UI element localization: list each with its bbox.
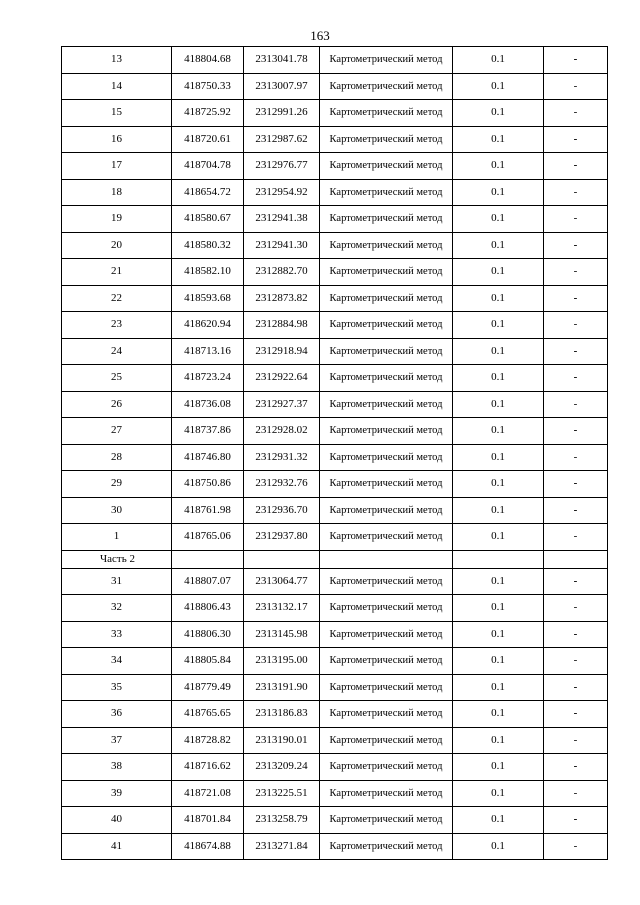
x-coordinate-cell: 418654.72	[172, 179, 244, 206]
method-cell: Картометрический метод	[320, 568, 453, 595]
point-number-cell: 32	[62, 595, 172, 622]
point-number-cell: 27	[62, 418, 172, 445]
note-cell: -	[544, 780, 608, 807]
method-cell: Картометрический метод	[320, 285, 453, 312]
note-cell: -	[544, 524, 608, 551]
part-2-row	[62, 550, 608, 568]
table-row	[62, 727, 608, 754]
accuracy-cell: 0.1	[453, 780, 544, 807]
note-cell: -	[544, 179, 608, 206]
y-coordinate-cell: 2312991.26	[244, 100, 320, 127]
y-coordinate-cell: 2312987.62	[244, 126, 320, 153]
x-coordinate-cell: 418779.49	[172, 674, 244, 701]
method-cell: Картометрический метод	[320, 206, 453, 233]
table-row	[62, 471, 608, 498]
note-cell: -	[544, 73, 608, 100]
y-coordinate-cell: 2313271.84	[244, 833, 320, 860]
part-2-label: Часть 2	[62, 550, 172, 568]
y-coordinate-cell: 2312928.02	[244, 418, 320, 445]
point-number-cell: 40	[62, 807, 172, 834]
point-number-cell: 34	[62, 648, 172, 675]
table-row	[62, 100, 608, 127]
point-number-cell: 17	[62, 153, 172, 180]
note-cell: -	[544, 727, 608, 754]
accuracy-cell: 0.1	[453, 338, 544, 365]
x-coordinate-cell: 418593.68	[172, 285, 244, 312]
point-number-cell: 19	[62, 206, 172, 233]
note-cell: -	[544, 365, 608, 392]
x-coordinate-cell: 418806.30	[172, 621, 244, 648]
y-coordinate-cell: 2312937.80	[244, 524, 320, 551]
accuracy-cell: 0.1	[453, 471, 544, 498]
point-number-cell: 15	[62, 100, 172, 127]
table-row	[62, 391, 608, 418]
accuracy-cell: 0.1	[453, 621, 544, 648]
x-coordinate-cell: 418750.33	[172, 73, 244, 100]
x-coordinate-cell: 418806.43	[172, 595, 244, 622]
note-cell: -	[544, 754, 608, 781]
method-cell: Картометрический метод	[320, 595, 453, 622]
note-cell: -	[544, 126, 608, 153]
accuracy-cell: 0.1	[453, 754, 544, 781]
y-coordinate-cell: 2313190.01	[244, 727, 320, 754]
note-cell: -	[544, 674, 608, 701]
table-row	[62, 259, 608, 286]
table-row	[62, 73, 608, 100]
y-coordinate-cell: 2313064.77	[244, 568, 320, 595]
accuracy-cell: 0.1	[453, 833, 544, 860]
point-number-cell: 13	[62, 47, 172, 74]
note-cell: -	[544, 391, 608, 418]
table-row	[62, 568, 608, 595]
table-row	[62, 285, 608, 312]
note-cell: -	[544, 621, 608, 648]
method-cell: Картометрический метод	[320, 674, 453, 701]
x-coordinate-cell: 418720.61	[172, 126, 244, 153]
y-coordinate-cell: 2313145.98	[244, 621, 320, 648]
coordinates-table-part-1	[62, 47, 608, 551]
point-number-cell: 33	[62, 621, 172, 648]
y-coordinate-cell: 2312936.70	[244, 497, 320, 524]
method-cell: Картометрический метод	[320, 47, 453, 74]
x-coordinate-cell: 418582.10	[172, 259, 244, 286]
accuracy-cell: 0.1	[453, 73, 544, 100]
table-row	[62, 595, 608, 622]
point-number-cell: 26	[62, 391, 172, 418]
point-number-cell: 20	[62, 232, 172, 259]
accuracy-cell: 0.1	[453, 206, 544, 233]
x-coordinate-cell: 418701.84	[172, 807, 244, 834]
accuracy-cell: 0.1	[453, 418, 544, 445]
x-coordinate-cell: 418807.07	[172, 568, 244, 595]
point-number-cell: 21	[62, 259, 172, 286]
page-number: 163	[310, 28, 330, 43]
x-coordinate-cell: 418728.82	[172, 727, 244, 754]
x-coordinate-cell: 418721.08	[172, 780, 244, 807]
x-coordinate-cell: 418620.94	[172, 312, 244, 339]
method-cell: Картометрический метод	[320, 524, 453, 551]
empty-cell	[320, 550, 453, 568]
table-row	[62, 701, 608, 728]
table-row	[62, 232, 608, 259]
table-row	[62, 47, 608, 74]
table-row	[62, 444, 608, 471]
note-cell: -	[544, 206, 608, 233]
x-coordinate-cell: 418750.86	[172, 471, 244, 498]
note-cell: -	[544, 312, 608, 339]
note-cell: -	[544, 259, 608, 286]
method-cell: Картометрический метод	[320, 807, 453, 834]
method-cell: Картометрический метод	[320, 621, 453, 648]
point-number-cell: 38	[62, 754, 172, 781]
x-coordinate-cell: 418765.06	[172, 524, 244, 551]
accuracy-cell: 0.1	[453, 285, 544, 312]
point-number-cell: 23	[62, 312, 172, 339]
x-coordinate-cell: 418805.84	[172, 648, 244, 675]
point-number-cell: 29	[62, 471, 172, 498]
point-number-cell: 16	[62, 126, 172, 153]
method-cell: Картометрический метод	[320, 833, 453, 860]
accuracy-cell: 0.1	[453, 727, 544, 754]
y-coordinate-cell: 2312954.92	[244, 179, 320, 206]
y-coordinate-cell: 2312882.70	[244, 259, 320, 286]
accuracy-cell: 0.1	[453, 312, 544, 339]
table-row	[62, 648, 608, 675]
method-cell: Картометрический метод	[320, 259, 453, 286]
table-row	[62, 418, 608, 445]
point-number-cell: 1	[62, 524, 172, 551]
accuracy-cell: 0.1	[453, 701, 544, 728]
table-row	[62, 153, 608, 180]
point-number-cell: 22	[62, 285, 172, 312]
y-coordinate-cell: 2313195.00	[244, 648, 320, 675]
point-number-cell: 18	[62, 179, 172, 206]
method-cell: Картометрический метод	[320, 338, 453, 365]
method-cell: Картометрический метод	[320, 391, 453, 418]
note-cell: -	[544, 47, 608, 74]
accuracy-cell: 0.1	[453, 153, 544, 180]
note-cell: -	[544, 100, 608, 127]
method-cell: Картометрический метод	[320, 179, 453, 206]
x-coordinate-cell: 418737.86	[172, 418, 244, 445]
empty-cell	[244, 550, 320, 568]
y-coordinate-cell: 2313007.97	[244, 73, 320, 100]
x-coordinate-cell: 418765.65	[172, 701, 244, 728]
accuracy-cell: 0.1	[453, 179, 544, 206]
note-cell: -	[544, 153, 608, 180]
method-cell: Картометрический метод	[320, 780, 453, 807]
note-cell: -	[544, 285, 608, 312]
x-coordinate-cell: 418804.68	[172, 47, 244, 74]
method-cell: Картометрический метод	[320, 648, 453, 675]
y-coordinate-cell: 2313209.24	[244, 754, 320, 781]
accuracy-cell: 0.1	[453, 568, 544, 595]
accuracy-cell: 0.1	[453, 674, 544, 701]
y-coordinate-cell: 2312932.76	[244, 471, 320, 498]
accuracy-cell: 0.1	[453, 259, 544, 286]
y-coordinate-cell: 2313258.79	[244, 807, 320, 834]
accuracy-cell: 0.1	[453, 524, 544, 551]
x-coordinate-cell: 418761.98	[172, 497, 244, 524]
method-cell: Картометрический метод	[320, 727, 453, 754]
note-cell: -	[544, 833, 608, 860]
table-row	[62, 312, 608, 339]
x-coordinate-cell: 418674.88	[172, 833, 244, 860]
point-number-cell: 14	[62, 73, 172, 100]
table-row	[62, 338, 608, 365]
method-cell: Картометрический метод	[320, 312, 453, 339]
point-number-cell: 41	[62, 833, 172, 860]
point-number-cell: 24	[62, 338, 172, 365]
coordinates-table-part-2	[62, 568, 608, 860]
method-cell: Картометрический метод	[320, 471, 453, 498]
method-cell: Картометрический метод	[320, 126, 453, 153]
x-coordinate-cell: 418580.67	[172, 206, 244, 233]
note-cell: -	[544, 338, 608, 365]
x-coordinate-cell: 418580.32	[172, 232, 244, 259]
method-cell: Картометрический метод	[320, 701, 453, 728]
accuracy-cell: 0.1	[453, 807, 544, 834]
table-row	[62, 179, 608, 206]
accuracy-cell: 0.1	[453, 365, 544, 392]
y-coordinate-cell: 2312927.37	[244, 391, 320, 418]
note-cell: -	[544, 701, 608, 728]
point-number-cell: 36	[62, 701, 172, 728]
y-coordinate-cell: 2312941.30	[244, 232, 320, 259]
note-cell: -	[544, 807, 608, 834]
y-coordinate-cell: 2313041.78	[244, 47, 320, 74]
table-row	[62, 126, 608, 153]
x-coordinate-cell: 418716.62	[172, 754, 244, 781]
table-row	[62, 754, 608, 781]
accuracy-cell: 0.1	[453, 47, 544, 74]
table-row	[62, 833, 608, 860]
note-cell: -	[544, 648, 608, 675]
accuracy-cell: 0.1	[453, 648, 544, 675]
accuracy-cell: 0.1	[453, 391, 544, 418]
note-cell: -	[544, 568, 608, 595]
method-cell: Картометрический метод	[320, 232, 453, 259]
point-number-cell: 39	[62, 780, 172, 807]
x-coordinate-cell: 418736.08	[172, 391, 244, 418]
point-number-cell: 31	[62, 568, 172, 595]
y-coordinate-cell: 2312941.38	[244, 206, 320, 233]
note-cell: -	[544, 497, 608, 524]
point-number-cell: 37	[62, 727, 172, 754]
part-2-header	[62, 550, 608, 568]
note-cell: -	[544, 444, 608, 471]
method-cell: Картометрический метод	[320, 754, 453, 781]
point-number-cell: 25	[62, 365, 172, 392]
empty-cell	[453, 550, 544, 568]
method-cell: Картометрический метод	[320, 365, 453, 392]
accuracy-cell: 0.1	[453, 595, 544, 622]
y-coordinate-cell: 2313132.17	[244, 595, 320, 622]
method-cell: Картометрический метод	[320, 153, 453, 180]
accuracy-cell: 0.1	[453, 100, 544, 127]
x-coordinate-cell: 418725.92	[172, 100, 244, 127]
point-number-cell: 28	[62, 444, 172, 471]
y-coordinate-cell: 2312873.82	[244, 285, 320, 312]
table-row	[62, 524, 608, 551]
table-row	[62, 674, 608, 701]
x-coordinate-cell: 418704.78	[172, 153, 244, 180]
y-coordinate-cell: 2313191.90	[244, 674, 320, 701]
y-coordinate-cell: 2312918.94	[244, 338, 320, 365]
empty-cell	[544, 550, 608, 568]
y-coordinate-cell: 2313225.51	[244, 780, 320, 807]
note-cell: -	[544, 595, 608, 622]
note-cell: -	[544, 418, 608, 445]
table-row	[62, 365, 608, 392]
y-coordinate-cell: 2313186.83	[244, 701, 320, 728]
note-cell: -	[544, 232, 608, 259]
method-cell: Картометрический метод	[320, 444, 453, 471]
y-coordinate-cell: 2312976.77	[244, 153, 320, 180]
table-row	[62, 621, 608, 648]
point-number-cell: 35	[62, 674, 172, 701]
note-cell: -	[544, 471, 608, 498]
empty-cell	[172, 550, 244, 568]
table-row	[62, 206, 608, 233]
table-row	[62, 780, 608, 807]
y-coordinate-cell: 2312931.32	[244, 444, 320, 471]
x-coordinate-cell: 418713.16	[172, 338, 244, 365]
method-cell: Картометрический метод	[320, 100, 453, 127]
table-row	[62, 807, 608, 834]
coordinates-table	[61, 46, 608, 860]
accuracy-cell: 0.1	[453, 126, 544, 153]
y-coordinate-cell: 2312884.98	[244, 312, 320, 339]
x-coordinate-cell: 418723.24	[172, 365, 244, 392]
accuracy-cell: 0.1	[453, 232, 544, 259]
y-coordinate-cell: 2312922.64	[244, 365, 320, 392]
table-row	[62, 497, 608, 524]
x-coordinate-cell: 418746.80	[172, 444, 244, 471]
method-cell: Картометрический метод	[320, 73, 453, 100]
accuracy-cell: 0.1	[453, 444, 544, 471]
point-number-cell: 30	[62, 497, 172, 524]
method-cell: Картометрический метод	[320, 497, 453, 524]
accuracy-cell: 0.1	[453, 497, 544, 524]
method-cell: Картометрический метод	[320, 418, 453, 445]
